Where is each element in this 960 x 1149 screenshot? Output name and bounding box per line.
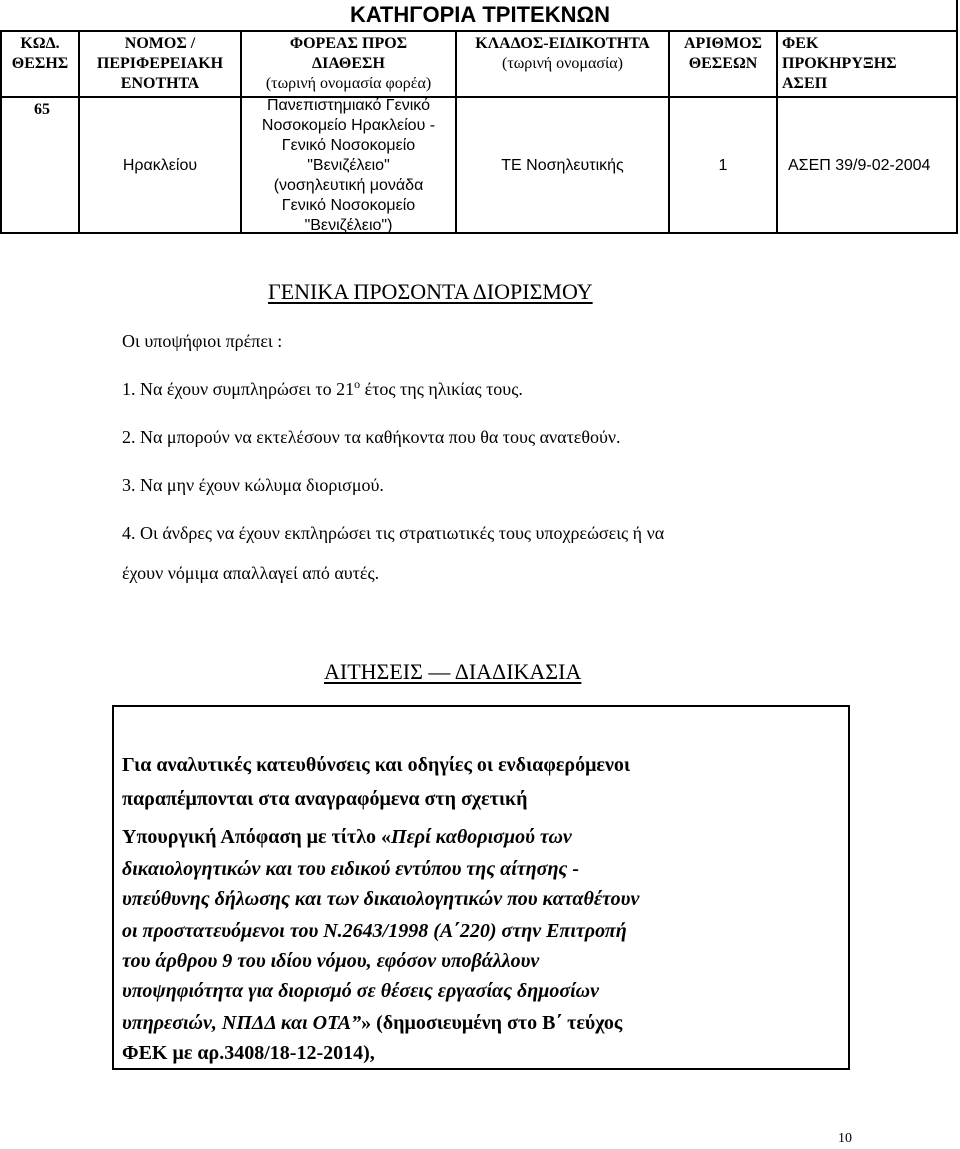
requirement-item-4-cont: έχουν νόμιμα απαλλαγεί από αυτές. bbox=[122, 563, 380, 583]
box-line-9: υπηρεσιών, ΝΠΔΔ και ΟΤΑ”» (δημοσιευμένη στο Β΄ τεύχος bbox=[122, 1012, 623, 1034]
cell-agency: Πανεπιστημιακό Γενικό Νοσοκομείο Ηρακλείου - Γενικό Νοσοκομείο "Βενιζέλειο" (νοσηλευτική μονάδα Γενικό Νοσοκομείο "Βενιζέλειο") bbox=[261, 97, 436, 234]
header-fek: ΦΕΚ ΠΡΟΚΗΡΥΞΗΣ ΑΣΕΠ bbox=[782, 35, 897, 92]
box-line-5: υπεύθυνης δήλωσης και των δικαιολογητικών που καταθέτουν bbox=[122, 888, 640, 910]
box-line-1: Για αναλυτικές κατευθύνσεις και οδηγίες οι ενδιαφερόμενοι bbox=[122, 754, 631, 776]
box-line-8: υποψηφιότητα για διορισμό σε θέσεις εργασίας δημοσίων bbox=[122, 980, 600, 1002]
general-heading: ΓΕΝΙΚΑ ΠΡΟΣΟΝΤΑ ΔΙΟΡΙΣΜΟΥ bbox=[268, 279, 593, 304]
category-title: ΚΑΤΗΓΟΡΙΑ ΤΡΙΤΕΚΝΩΝ bbox=[349, 2, 611, 27]
table-rule bbox=[956, 0, 958, 234]
positions-table bbox=[0, 0, 958, 234]
box-line-3: Υπουργική Απόφαση με τίτλο «Περί καθορισμού των bbox=[122, 826, 572, 848]
table-rule bbox=[0, 232, 958, 234]
box-line-10: ΦΕΚ με αρ.3408/18-12-2014), bbox=[122, 1042, 375, 1064]
requirement-item-4: 4. Οι άνδρες να έχουν εκπληρώσει τις στρατιωτικές τους υποχρεώσεις ή να bbox=[122, 523, 665, 543]
cell-branch: ΤΕ Νοσηλευτικής bbox=[501, 157, 624, 174]
requirement-item-2: 2. Να μπορούν να εκτελέσουν τα καθήκοντα που θα τους ανατεθούν. bbox=[122, 427, 621, 447]
requirement-item-3: 3. Να μην έχουν κώλυμα διορισμού. bbox=[122, 475, 384, 495]
table-rule bbox=[776, 30, 778, 234]
applications-heading: ΑΙΤΗΣΕΙΣ — ΔΙΑΔΙΚΑΣΙΑ bbox=[324, 659, 582, 684]
instructions-box bbox=[112, 705, 850, 1070]
table-rule bbox=[0, 30, 958, 32]
cell-positions: 1 bbox=[718, 157, 728, 174]
table-rule bbox=[0, 96, 958, 98]
page-number: 10 bbox=[838, 1131, 852, 1146]
box-line-6: οι προστατευόμενοι του Ν.2643/1998 (Α΄220) στην Επιτροπή bbox=[122, 920, 627, 942]
header-region: ΝΟΜΟΣ / ΠΕΡΙΦΕΡΕΙΑΚΗ ΕΝΟΤΗΤΑ bbox=[96, 35, 224, 92]
cell-fek: ΑΣΕΠ 39/9-02-2004 bbox=[788, 157, 931, 174]
header-agency: ΦΟΡΕΑΣ ΠΡΟΣ ΔΙΑΘΕΣΗ (τωρινή ονομασία φορέα) bbox=[265, 35, 432, 92]
cell-code: 65 bbox=[34, 101, 50, 118]
header-positions: ΑΡΙΘΜΟΣ ΘΕΣΕΩΝ bbox=[683, 35, 762, 72]
cell-region: Ηρακλείου bbox=[122, 157, 198, 174]
requirement-item-1: 1. Να έχουν συμπληρώσει το $21^o$ έτος της ηλικίας τους. bbox=[122, 377, 523, 399]
box-line-7: του άρθρου 9 του ιδίου νόμου, εφόσον υποβάλλουν bbox=[122, 950, 540, 972]
general-intro: Οι υποψήφιοι πρέπει : bbox=[122, 331, 283, 351]
box-line-2: παραπέμπονται στα αναγραφόμενα στη σχετική bbox=[122, 788, 528, 810]
header-branch: ΚΛΑΔΟΣ-ΕΙΔΙΚΟΤΗΤΑ (τωρινή ονομασία) bbox=[475, 35, 650, 72]
box-line-4: δικαιολογητικών και του ειδικού εντύπου της αίτησης - bbox=[122, 858, 579, 880]
header-code: ΚΩΔ. ΘΕΣΗΣ bbox=[11, 35, 69, 72]
